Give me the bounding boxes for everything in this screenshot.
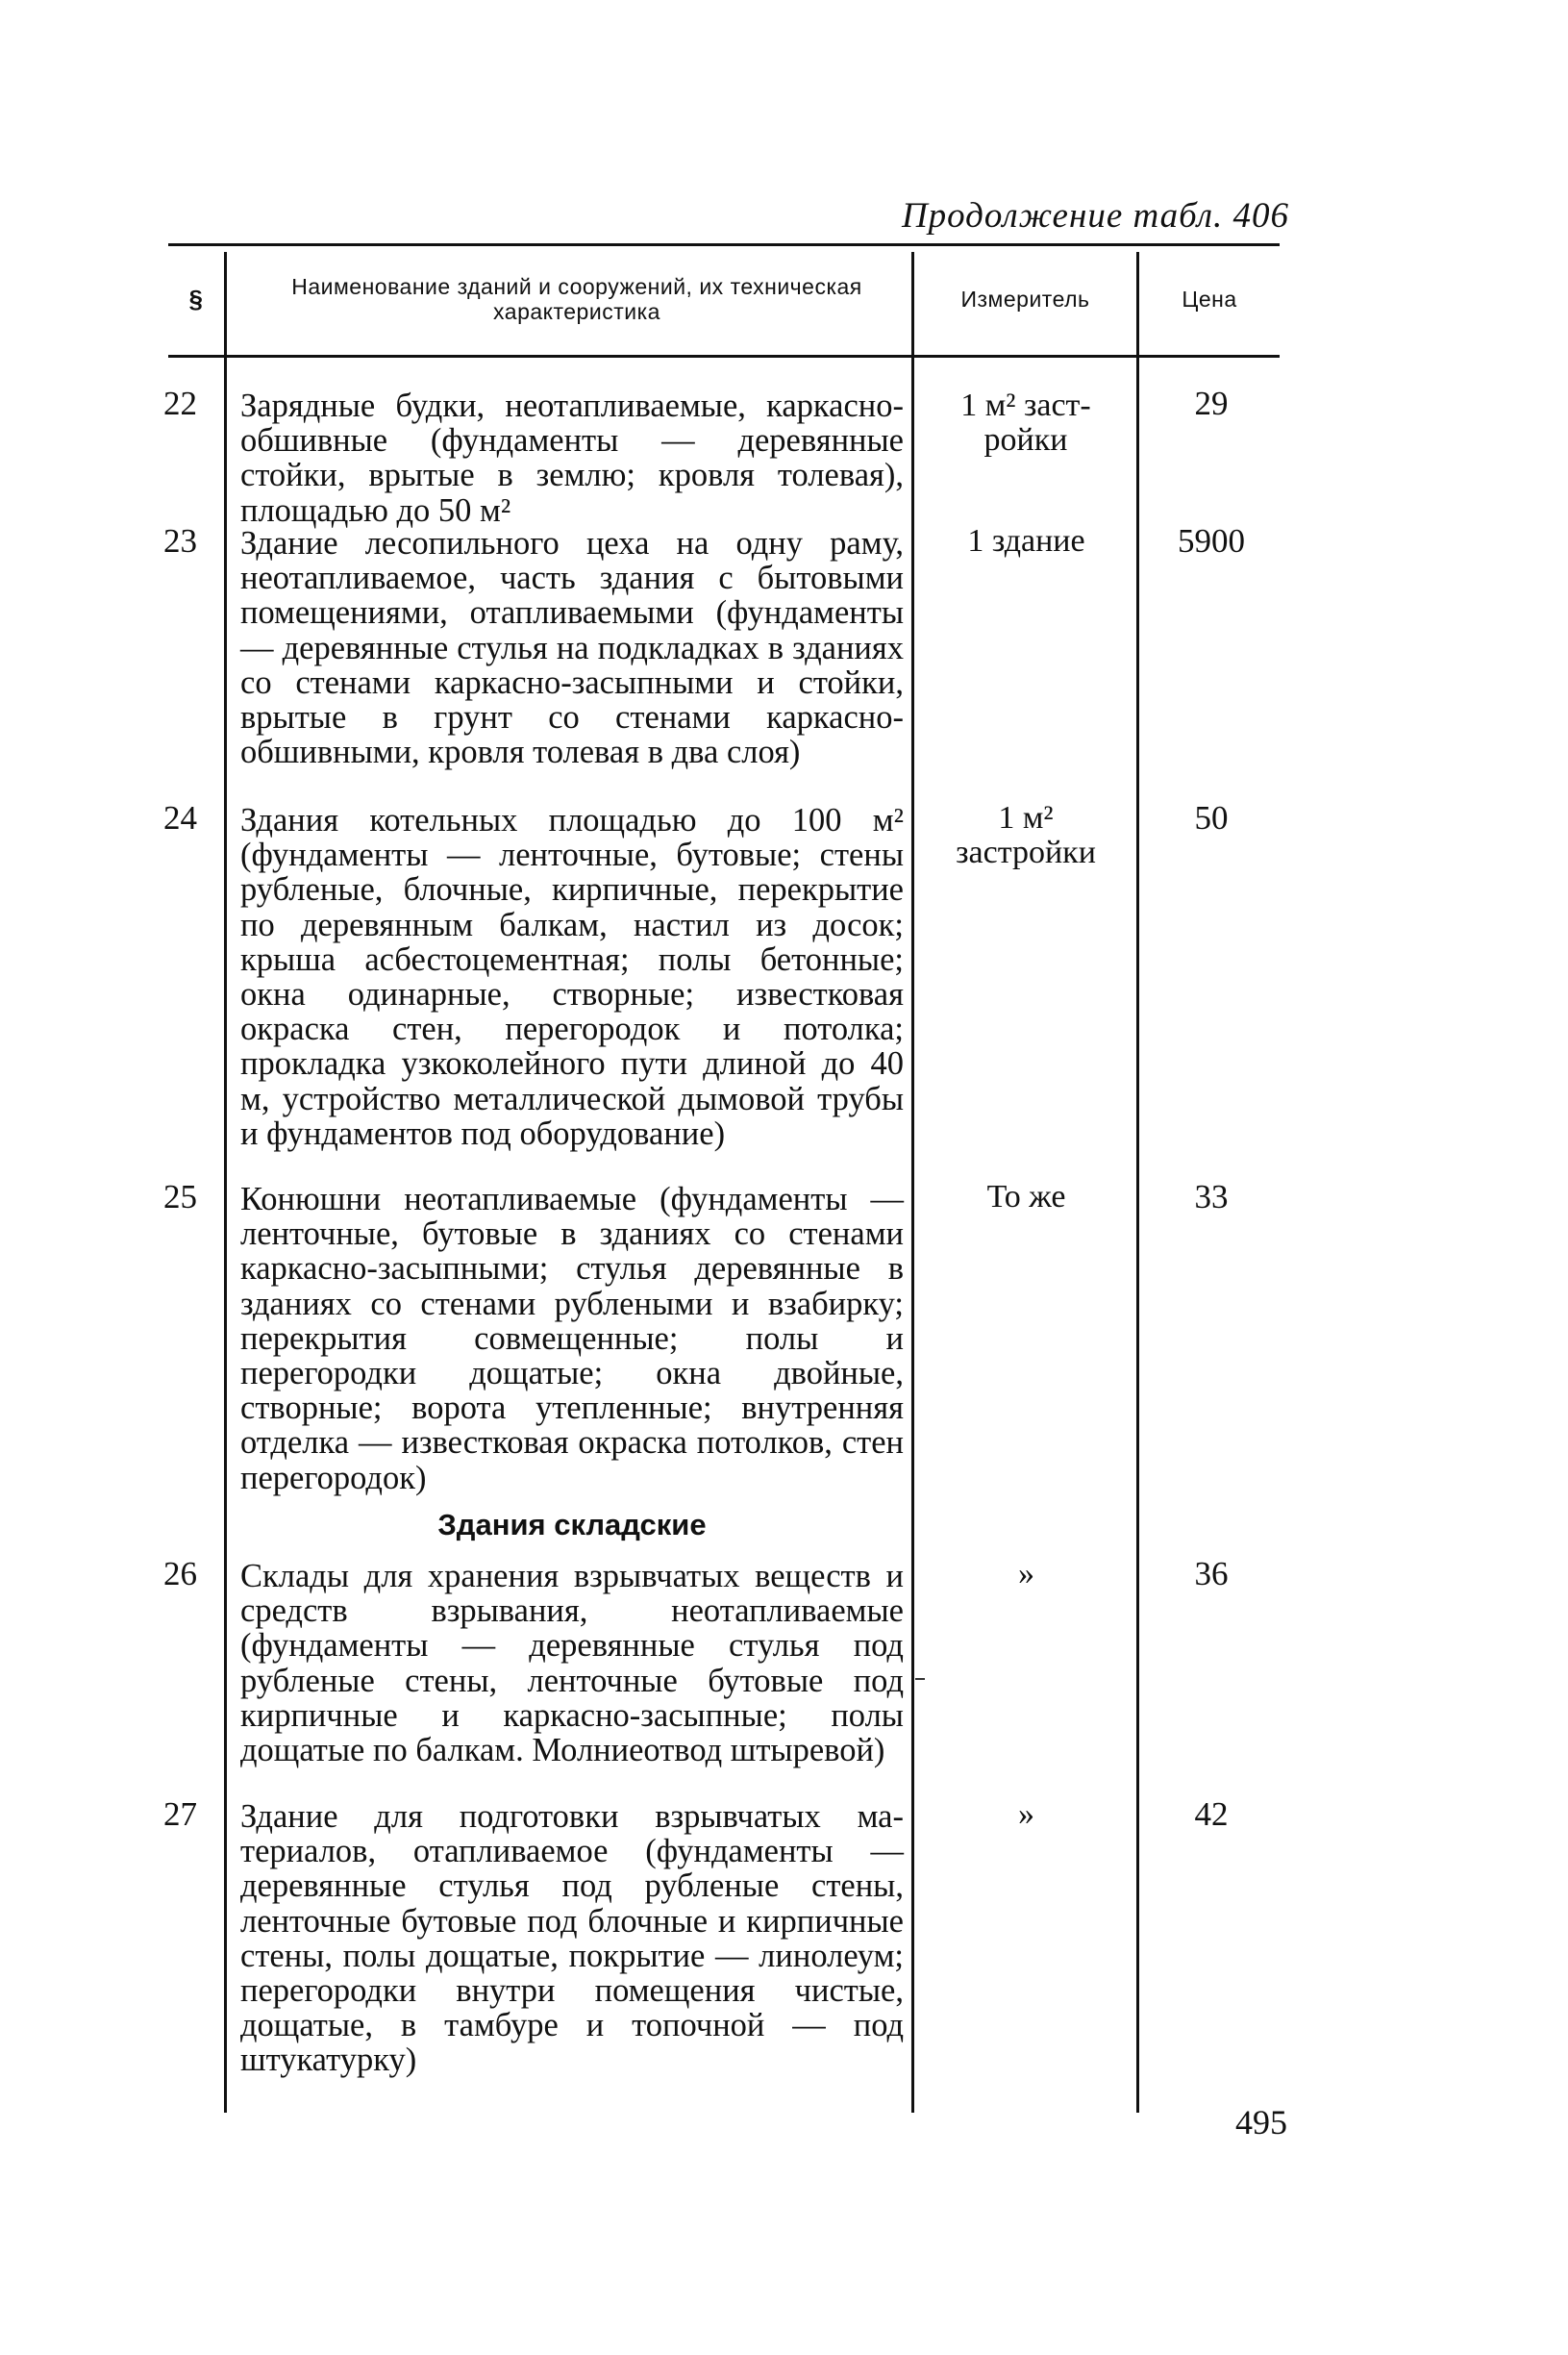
row-description: Склады для хранения взрывчатых веществ и средств взрывания, неотапливаемые (фундаменты — деревянные стулья под рубленые стены, ленточные бутовые под кирпичные и каркасно-засыпные; полы дощатые по балкам. Молниеотвод штыревой)	[240, 1558, 904, 1769]
row-price: 36	[1194, 1555, 1229, 1592]
row-price: 29	[1194, 385, 1229, 422]
column-divider-1	[224, 252, 227, 2113]
page-number: 495	[1235, 2103, 1287, 2142]
row-unit: »	[1018, 1796, 1034, 1832]
column-divider-2	[911, 252, 914, 2113]
row-number: 27	[163, 1795, 197, 1833]
column-header-name: Наименование зданий и сооружений, их техническая характеристика	[291, 274, 862, 324]
row-number: 25	[163, 1178, 197, 1215]
section-heading: Здания складские	[437, 1508, 707, 1541]
row-unit: »	[1018, 1556, 1034, 1591]
row-number: 24	[163, 799, 197, 837]
row-description: Здание лесопильного цеха на одну раму, неотапливаемое, часть здания с бытовыми помещениями, отапливаемыми (фундаменты — деревянные стулья на подкладках в зданиях со стенами каркасно-засыпными и стойки, врытые в грунт со стенами каркасно-обшивными, кровля толевая в два слоя)	[240, 525, 904, 771]
table-continuation-caption: Продолжение табл. 406	[901, 196, 1289, 236]
row-unit: 1 м² застройки	[960, 388, 1091, 458]
row-number: 23	[163, 522, 197, 560]
column-header-unit: Измеритель	[960, 287, 1090, 312]
row-unit: 1 м² застройки	[956, 800, 1096, 870]
row-price: 5900	[1178, 522, 1245, 560]
row-price: 33	[1194, 1178, 1229, 1215]
row-number: 22	[163, 385, 197, 422]
column-header-price: Цена	[1182, 287, 1237, 312]
row-unit: То же	[986, 1179, 1066, 1215]
row-price: 50	[1194, 799, 1229, 837]
print-artifact	[915, 1678, 925, 1680]
row-description: Конюшни неотапливаемые (фундаменты — ленточные, бутовые в зданиях со стенами каркасно-засыпными; стулья деревянные в зданиях со стенами рублеными и взабирку; перекрытия совмещенные; полы и перегородки дощатые; окна двойные, створные; ворота утепленные; внутренняя отделка — известковая окраска потолков, стен перегородок)	[240, 1181, 904, 1496]
row-description: Здание для подготовки взрывчатых материалов, отапливаемое (фундаменты — деревянные стулья под рубленые стены, ленточные бутовые под блочные и кирпичные стены, полы дощатые, покрытие — линолеум; перегородки внутри помещения чистые, дощатые, в тамбуре и топочной — под штукатурку)	[240, 1798, 904, 2079]
header-bottom-rule	[168, 355, 1280, 358]
row-description: Зарядные будки, неотапливаемые, каркасно-обшивные (фундаменты — деревянные стойки, врытые в землю; кровля толевая), площадью до 50 м²	[240, 388, 904, 529]
column-header-section: §	[188, 285, 204, 313]
row-unit: 1 здание	[967, 523, 1085, 559]
row-price: 42	[1194, 1795, 1229, 1833]
row-description: Здания котельных площадью до 100 м² (фундаменты — ленточные, бутовые; стены рубленые, блочные, кирпичные, перекрытие по деревянным балкам, настил из досок; крыша асбестоцементная; полы бетонные; окна одинарные, створные; известковая окраска стен, перегородок и потолка; прокладка узкоколейного пути длиной до 40 м, устройство металлической дымовой трубы и фундаментов под оборудование)	[240, 802, 904, 1152]
row-number: 26	[163, 1555, 197, 1592]
